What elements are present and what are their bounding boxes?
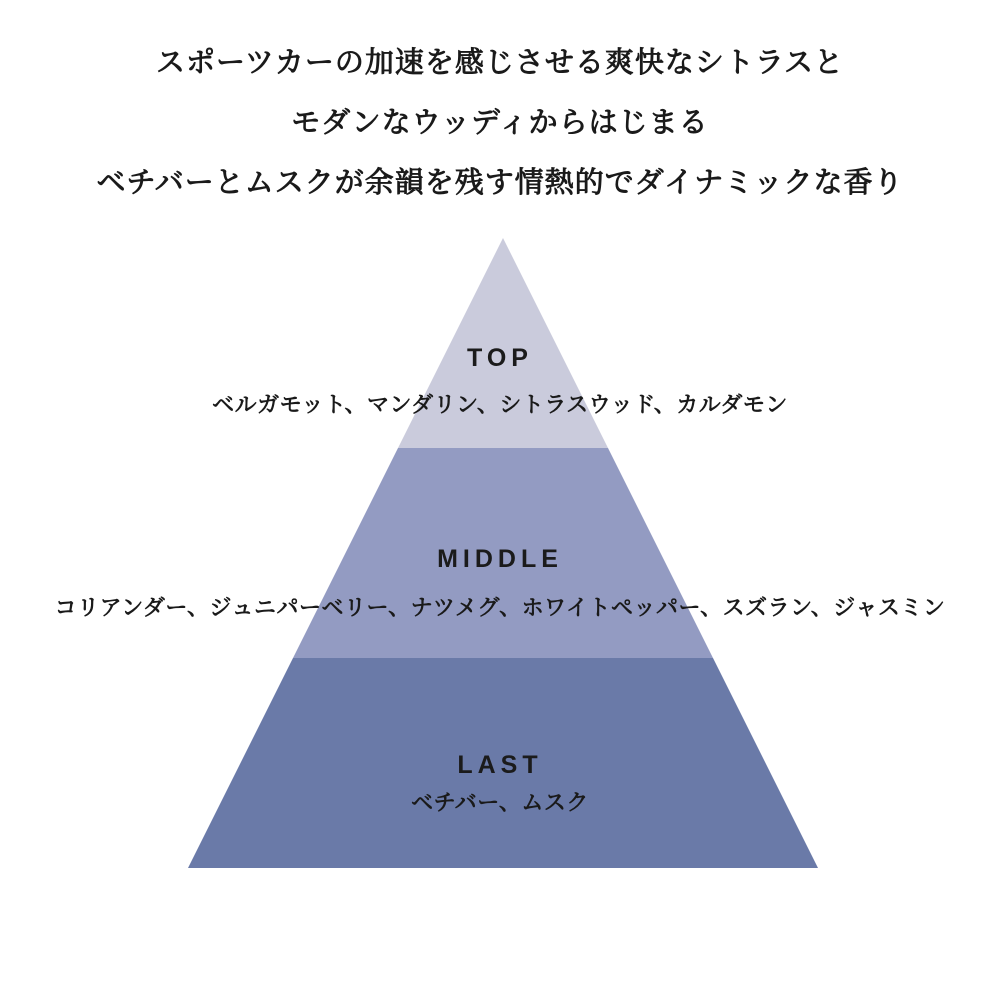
- top-tier-notes: ベルガモット、マンダリン、シトラスウッド、カルダモン: [212, 392, 788, 417]
- last-tier-notes: ベチバー、ムスク: [411, 790, 589, 815]
- description-line-3: ベチバーとムスクが余韻を残す情熱的でダイナミックな香り: [96, 167, 904, 199]
- middle-tier-label: MIDDLE: [437, 545, 563, 573]
- fragrance-description: [0, 33, 1000, 213]
- description-line-1: スポーツカーの加速を感じさせる爽快なシトラスと: [156, 47, 844, 79]
- description-line-2: モダンなウッディからはじまる: [291, 107, 709, 139]
- top-tier-label: TOP: [467, 344, 533, 372]
- last-tier-label: LAST: [457, 751, 543, 779]
- middle-tier-notes: コリアンダー、ジュニパーベリー、ナツメグ、ホワイトペッパー、スズラン、ジャスミン: [54, 595, 946, 620]
